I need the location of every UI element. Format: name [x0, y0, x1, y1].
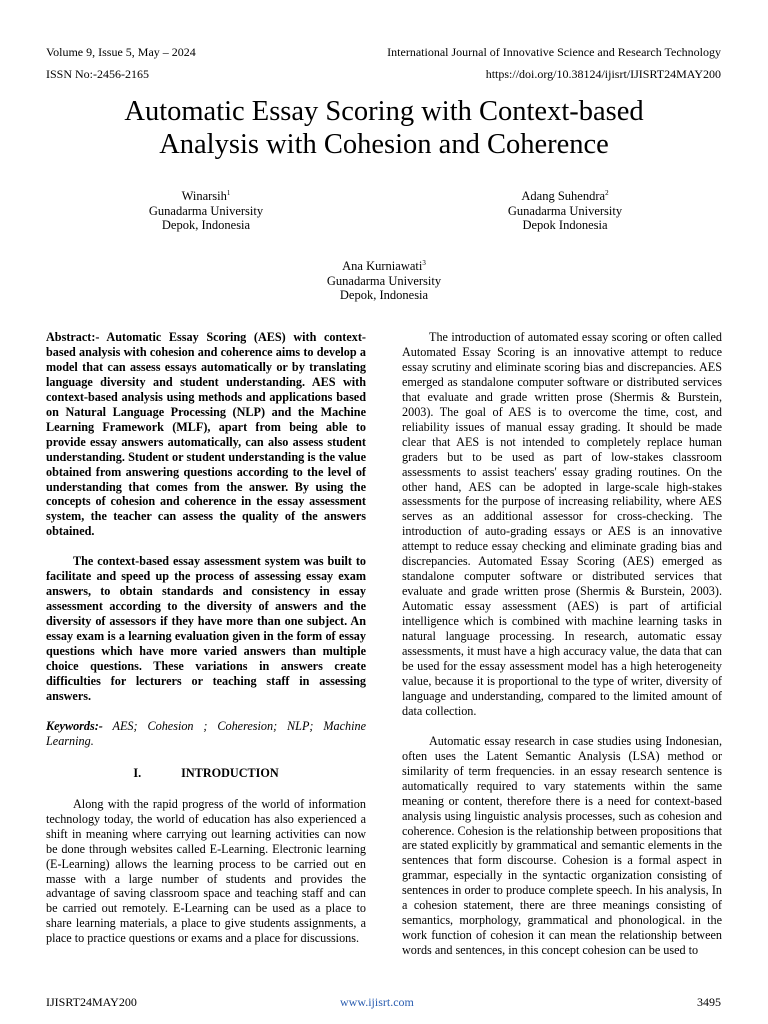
- author-name: Winarsih$^1$: [181, 188, 231, 203]
- author-block-2: [455, 189, 675, 233]
- section-title: INTRODUCTION: [181, 765, 279, 780]
- author-affiliation: Gunadarma University: [148, 203, 264, 218]
- author-name: Adang Suhendra$^2$: [521, 188, 609, 203]
- abstract-paragraph-1: Abstract:- Automatic Essay Scoring (AES) with context-based analysis with cohesion and coherence aims to develop a model that can assess essays automatically or by translating language diversity and student understanding. AES with context-based analysis using methods and applications based on Natural Language Processing (NLP) and the Machine Learning Framework (MLF), apart from being able to provide essay answers automatically, can also assess student understanding. Student or student understanding is the value obtained from answering questions according to the level of understanding that comes from the answer. By using the concepts of cohesion and coherence in the essay assessment system, the teacher can assess the quality of the answers obtained.: [46, 330, 366, 539]
- author-location: Depok, Indonesia: [339, 288, 429, 302]
- author-block-1: [96, 189, 316, 233]
- author-location: Depok Indonesia: [522, 218, 608, 232]
- author-block-3: [274, 259, 494, 303]
- paper-title: [0, 95, 768, 161]
- doi-link[interactable]: https://doi.org/10.38124/ijisrt/IJISRT24MAY200: [485, 67, 721, 81]
- right-column: [402, 330, 722, 958]
- issn: ISSN No:-2456-2165: [46, 67, 150, 81]
- journal-name: International Journal of Innovative Science and Research Technology: [387, 45, 721, 59]
- keywords: [46, 719, 366, 749]
- section-number: I.: [133, 765, 142, 780]
- footer-code: IJISRT24MAY200: [46, 995, 137, 1009]
- paper-title-line-2: Analysis with Cohesion and Coherence: [159, 129, 609, 160]
- section-heading-introduction: [46, 766, 366, 781]
- body-paragraph-cohesion: Automatic essay research in case studies using Indonesian, often uses the Latent Semantic Analysis (LSA) method or similarity of term frequencies. in an essay research sentence is automatically required to vary statements within the same meaning or content, therefore there is a need for context-based analysis using linguistic analysis processes, such as cohesion and coherence. Cohesion is the relationship between propositions that are stated explicitly by grammatical and semantic elements in the sentences that form discourse. Cohesion is a formal aspect in grammar, especially in the syntactic organization consisting of sentences in order to produce complete speech. In his analysis, In a cohesion statement, there are three meanings consisting of semantics, morphology, grammatical and phonological. in the work function of cohesion it can mean the relationship between words and sentences, in this concept cohesion can be used to: [402, 733, 722, 958]
- volume-info: Volume 9, Issue 5, May – 2024: [46, 45, 196, 59]
- keywords-text: AES; Cohesion ; Coheresion; NLP; Machine Learning.: [46, 718, 366, 748]
- page-number: 3495: [697, 995, 721, 1009]
- introduction-paragraph-1: Along with the rapid progress of the world of information technology today, the world of education has also experienced a shift in meaning where carrying out learning activities can now be done through websites called E-Learning. Electronic learning (E-Learning) allows the learning process to be carried out en masse with a large number of students and provides the advantage of saving classroom space and teaching staff and can be carried out remotely. E-Learning can be used as a place to share learning materials, a place to give students assignments, a place to practice questions or exams and a place for discussions.: [46, 796, 366, 946]
- author-affiliation: Gunadarma University: [507, 203, 623, 218]
- body-paragraph-aes: The introduction of automated essay scoring or often called Automated Essay Scoring is an innovative attempt to reduce essay scrutiny and eliminate scoring bias and discrepancies. AES emerged as standalone computer software or distributed services that evaluate and grade written prose (Shermis & Burstein, 2003). The goal of AES is to overcome the time, cost, and reliability issues of manual essay grading. It should be made clear that AES is not intended to completely replace human graders but to be used as part of low-stakes classroom assessments to assist teachers' essay grading routines. On the other hand, AES can be adopted in large-scale high-stakes assessments for the purpose of increasing reliability, where AES serves as an additional assessor for cross-checking. The introduction of auto-grading essays or AES is an innovative attempt to reduce essay checking and eliminate grading bias and discrepancies. Automated Essay Scoring (AES) emerged as standalone computer software or distributed services that evaluate and grade written prose (Shermis & Burstein, 2003). Automatic essay assessment (AES) is part of artificial intelligence which is combined with machine learning tasks in natural language processing. In research, automatic essay assessments, it must have a high accuracy value, the data that can be used for the essay assessment model has a high heterogeneity value, because it is proportional to the type of writer, diversity of language and understanding, compared to the limited amount of data collection.: [402, 330, 722, 718]
- keywords-label: Keywords:-: [46, 718, 103, 733]
- abstract-paragraph-2: The context-based essay assessment system was built to facilitate and speed up the process of assessing essay exam answers, to obtain standards and consistency in essay assessment according to the diversity of answers and the diversity of assessors if they have more than one subject. An essay exam is a learning evaluation given in the form of essay questions which have more varied answers than multiple choice questions. These variations in answers create difficulties for lecturers or teaching staff in assessing answers.: [46, 554, 366, 703]
- paper-title-line-1: Automatic Essay Scoring with Context-based: [124, 96, 644, 127]
- author-location: Depok, Indonesia: [161, 218, 251, 232]
- left-column: [46, 330, 366, 946]
- footer-website-link[interactable]: www.ijisrt.com: [340, 995, 414, 1009]
- author-name: Ana Kurniawati$^3$: [342, 258, 426, 273]
- author-affiliation: Gunadarma University: [326, 273, 442, 288]
